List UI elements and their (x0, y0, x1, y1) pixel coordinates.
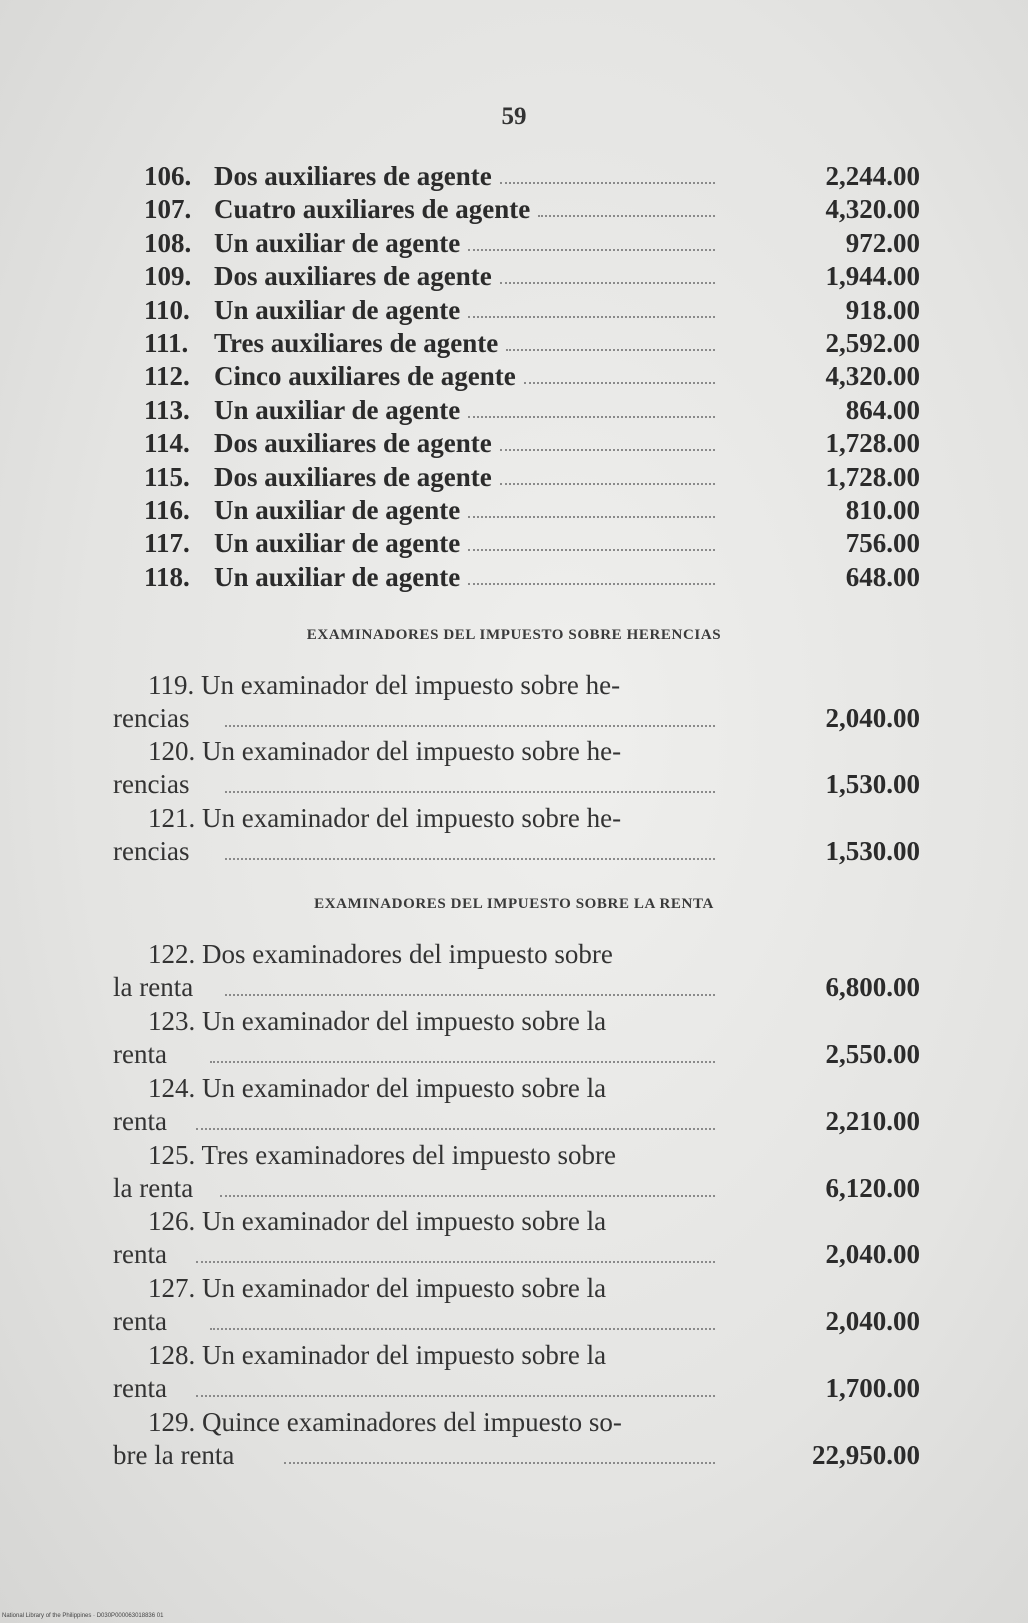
item-amount: 6,800.00 (825, 972, 920, 1002)
dot-leader (225, 994, 715, 996)
list-item (0, 1340, 1028, 1406)
item-description-line2: la renta (113, 972, 194, 1002)
item-number: 114. (144, 428, 190, 459)
list-item (0, 1206, 1028, 1272)
list-item (0, 160, 1028, 193)
dot-leader (500, 282, 715, 284)
item-amount: 648.00 (845, 561, 920, 592)
item-description: Un auxiliar de agente (214, 528, 461, 559)
dot-leader (220, 1195, 715, 1197)
list-item (0, 939, 1028, 1005)
item-amount: 756.00 (845, 528, 920, 559)
list-item (0, 527, 1028, 560)
item-description: Un auxiliar de agente (214, 561, 461, 592)
item-number: 115. (144, 461, 190, 492)
item-description-line2: renta (113, 1106, 167, 1136)
item-number: 110. (144, 294, 190, 325)
list-item (0, 461, 1028, 494)
dot-leader (468, 416, 715, 418)
list-item (0, 803, 1028, 869)
item-amount: 2,592.00 (825, 327, 920, 358)
dot-leader (196, 1395, 715, 1397)
item-description-line1: 123. Un examinador del impuesto sobre la (148, 1006, 607, 1036)
item-number: 116. (144, 494, 190, 525)
item-description-line1: 127. Un examinador del impuesto sobre la (148, 1273, 607, 1303)
item-number: 111. (144, 327, 189, 358)
list-item (0, 1073, 1028, 1139)
section-heading-renta: EXAMINADORES DEL IMPUESTO SOBRE LA RENTA (314, 896, 714, 912)
list-item (0, 670, 1028, 736)
item-description-line2: rencias (113, 703, 190, 733)
item-number: 112. (144, 361, 190, 392)
item-amount: 1,700.00 (825, 1373, 920, 1403)
dot-leader (468, 316, 715, 318)
item-description-line2: renta (113, 1239, 167, 1269)
list-item (0, 1407, 1028, 1473)
item-amount: 2,244.00 (825, 161, 920, 191)
item-description: Un auxiliar de agente (214, 227, 461, 258)
item-number: 118. (144, 561, 190, 592)
list-item (0, 260, 1028, 293)
item-description-line1: 125. Tres examinadores del impuesto sobre (148, 1140, 616, 1170)
dot-leader (468, 583, 715, 585)
item-description: Dos auxiliares de agente (214, 428, 492, 459)
agent-assistants-list (0, 160, 1028, 594)
item-amount: 6,120.00 (825, 1173, 920, 1203)
item-description: Un auxiliar de agente (214, 494, 461, 525)
item-description-line1: 119. Un examinador del impuesto sobre he- (148, 670, 621, 700)
dot-leader (196, 1261, 715, 1263)
dot-leader (500, 449, 715, 451)
item-amount: 2,040.00 (825, 703, 920, 733)
item-description: Cinco auxiliares de agente (214, 361, 516, 392)
dot-leader (538, 215, 715, 217)
item-amount: 972.00 (845, 227, 920, 258)
item-amount: 2,210.00 (825, 1106, 920, 1136)
item-description: Tres auxiliares de agente (214, 327, 499, 358)
item-amount: 4,320.00 (825, 194, 920, 225)
item-amount: 2,040.00 (825, 1239, 920, 1269)
item-description: Un auxiliar de agente (214, 394, 461, 425)
list-item (0, 394, 1028, 427)
dot-leader (500, 483, 715, 485)
list-item (0, 193, 1028, 226)
list-item (0, 736, 1028, 802)
item-amount: 1,530.00 (825, 836, 920, 866)
dot-leader (210, 1328, 715, 1330)
dot-leader (468, 549, 715, 551)
item-description-line1: 128. Un examinador del impuesto sobre la (148, 1340, 607, 1370)
item-number: 107. (144, 194, 192, 225)
list-item (0, 1006, 1028, 1072)
dot-leader (500, 182, 715, 184)
item-amount: 4,320.00 (825, 361, 920, 392)
item-amount: 918.00 (845, 294, 920, 325)
list-item (0, 561, 1028, 594)
item-description-line2: bre la renta (113, 1440, 235, 1470)
item-description-line2: rencias (113, 836, 190, 866)
item-description-line1: 129. Quince examinadores del impuesto so- (148, 1407, 622, 1437)
item-amount: 1,728.00 (825, 461, 920, 492)
item-description-line2: renta (113, 1373, 167, 1403)
item-description-line2: renta (113, 1039, 167, 1069)
item-description: Cuatro auxiliares de agente (214, 194, 531, 225)
scan-footer-mark: National Library of the Philippines · D030P000063018836 01 (2, 1613, 164, 1619)
item-amount: 864.00 (845, 394, 920, 425)
dot-leader (468, 516, 715, 518)
dot-leader (196, 1128, 715, 1130)
item-description: Dos auxiliares de agente (214, 461, 492, 492)
dot-leader (225, 791, 715, 793)
item-number: 109. (144, 261, 192, 292)
item-description: Un auxiliar de agente (214, 294, 461, 325)
page-number: 59 (501, 103, 527, 130)
item-amount: 2,040.00 (825, 1306, 920, 1336)
list-item (0, 360, 1028, 393)
item-amount: 1,530.00 (825, 769, 920, 799)
item-number: 108. (144, 227, 192, 258)
list-item (0, 494, 1028, 527)
list-item (0, 427, 1028, 460)
item-amount: 1,728.00 (825, 428, 920, 459)
dot-leader (468, 249, 715, 251)
dot-leader (506, 349, 715, 351)
dot-leader (210, 1061, 715, 1063)
section-heading-herencias: EXAMINADORES DEL IMPUESTO SOBRE HERENCIAS (306, 627, 722, 643)
item-number: 106. (144, 161, 192, 191)
item-description-line1: 120. Un examinador del impuesto sobre he- (148, 736, 622, 766)
item-amount: 22,950.00 (812, 1440, 920, 1470)
dot-leader (284, 1462, 715, 1464)
item-amount: 1,944.00 (825, 261, 920, 292)
item-description-line2: rencias (113, 769, 190, 799)
item-number: 117. (144, 528, 190, 559)
item-description-line1: 122. Dos examinadores del impuesto sobre (148, 939, 613, 969)
list-item (0, 327, 1028, 360)
item-description: Dos auxiliares de agente (214, 261, 492, 292)
item-description-line2: renta (113, 1306, 167, 1336)
item-number: 113. (144, 394, 190, 425)
dot-leader (225, 725, 715, 727)
item-description-line2: la renta (113, 1173, 194, 1203)
item-amount: 810.00 (845, 494, 920, 525)
list-item (0, 294, 1028, 327)
item-amount: 2,550.00 (825, 1039, 920, 1069)
item-description-line1: 121. Un examinador del impuesto sobre he- (148, 803, 622, 833)
dot-leader (225, 858, 715, 860)
list-item (0, 1273, 1028, 1339)
item-description: Dos auxiliares de agente (214, 161, 492, 191)
item-description-line1: 124. Un examinador del impuesto sobre la (148, 1073, 607, 1103)
list-item (0, 1140, 1028, 1206)
dot-leader (524, 382, 715, 384)
item-description-line1: 126. Un examinador del impuesto sobre la (148, 1206, 607, 1236)
list-item (0, 227, 1028, 260)
